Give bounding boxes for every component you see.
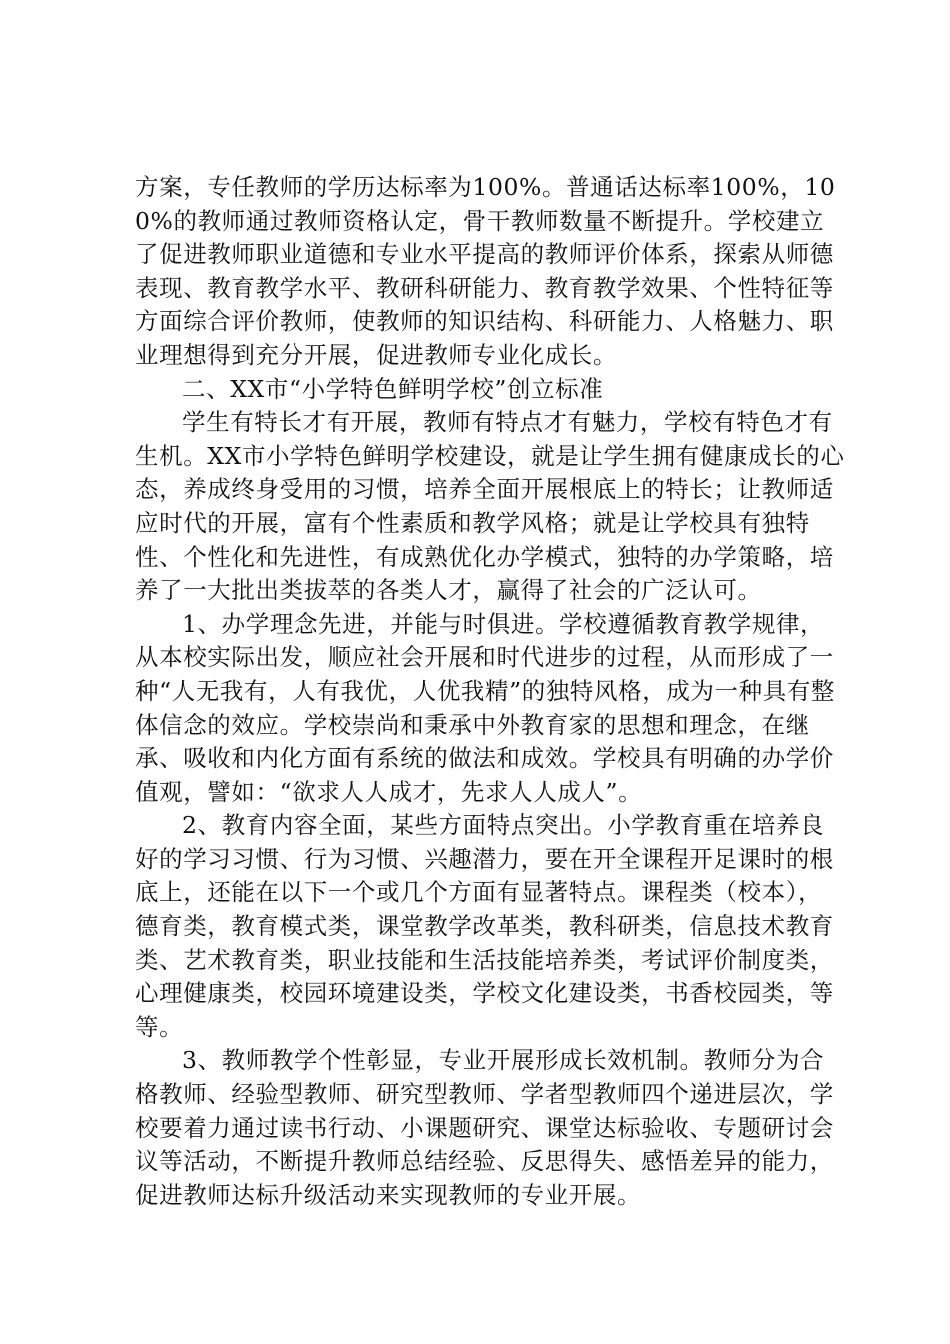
document-body <box>135 171 845 1212</box>
paragraph-teacher-evaluation: 方案，专任教师的学历达标率为100%。普通话达标率100%，100%的教师通过教师资格认定，骨干教师数量不断提升。学校建立了促进教师职业道德和专业水平提高的教师评价体系，探索从师德表现、教育教学水平、教研科研能力、教育教学效果、个性特征等方面综合评价教师，使教师的知识结构、科研能力、人格魅力、职业理想得到充分开展，促进教师专业化成长。 <box>135 173 836 369</box>
paragraph-item-1-philosophy: 1、办学理念先进，并能与时俱进。学校遵循教育教学规律，从本校实际出发，顺应社会开展和时代进步的过程，从而形成了一种“人无我有，人有我优，人优我精”的独特风格，成为一种具有整体信念的效应。学校崇尚和秉承中外教育家的思想和理念，在继承、吸收和内化方面有系统的做法和成效。学校具有明确的办学价值观，譬如：“欲求人人成才，先求人人成人”。 <box>135 609 836 806</box>
paragraph-item-2-content: 2、教育内容全面，某些方面特点突出。小学教育重在培养良好的学习习惯、行为习惯、兴趣潜力，要在开全课程开足课时的根底上，还能在以下一个或几个方面有显著特点。课程类（校本），德育类，教育模式类，课堂教学改革类，教科研类，信息技术教育类、艺术教育类，职业技能和生活技能培养类，考试评价制度类，心理健康类，校园环境建设类，学校文化建设类，书香校园类，等等。 <box>135 811 834 1041</box>
paragraph-characteristic-school-intro: 学生有特长才有开展，教师有特点才有魅力，学校有特色才有生机。XX市小学特色鲜明学校建设，就是让学生拥有健康成长的心态，养成终身受用的习惯，培养全面开展根底上的特长；让教师适应时代的开展，富有个性素质和教学风格；就是让学校具有独特性、个性化和先进性，有成熟优化办学模式，独特的办学策略，培养了一大批出类拔萃的各类人才，赢得了社会的广泛认可。 <box>135 408 845 605</box>
section-heading-standards: 二、XX市“小学特色鲜明学校”创立标准 <box>182 374 604 403</box>
paragraph-item-3-teachers: 3、教师教学个性彰显，专业开展形成长效机制。教师分为合格教师、经验型教师、研究型教师、学者型教师四个递进层次，学校要着力通过读书行动、小课题研究、课堂达标验收、专题研讨会议等活动，不断提升教师总结经验、反思得失、感悟差异的能力，促进教师达标升级活动来实现教师的专业开展。 <box>135 1046 834 1209</box>
